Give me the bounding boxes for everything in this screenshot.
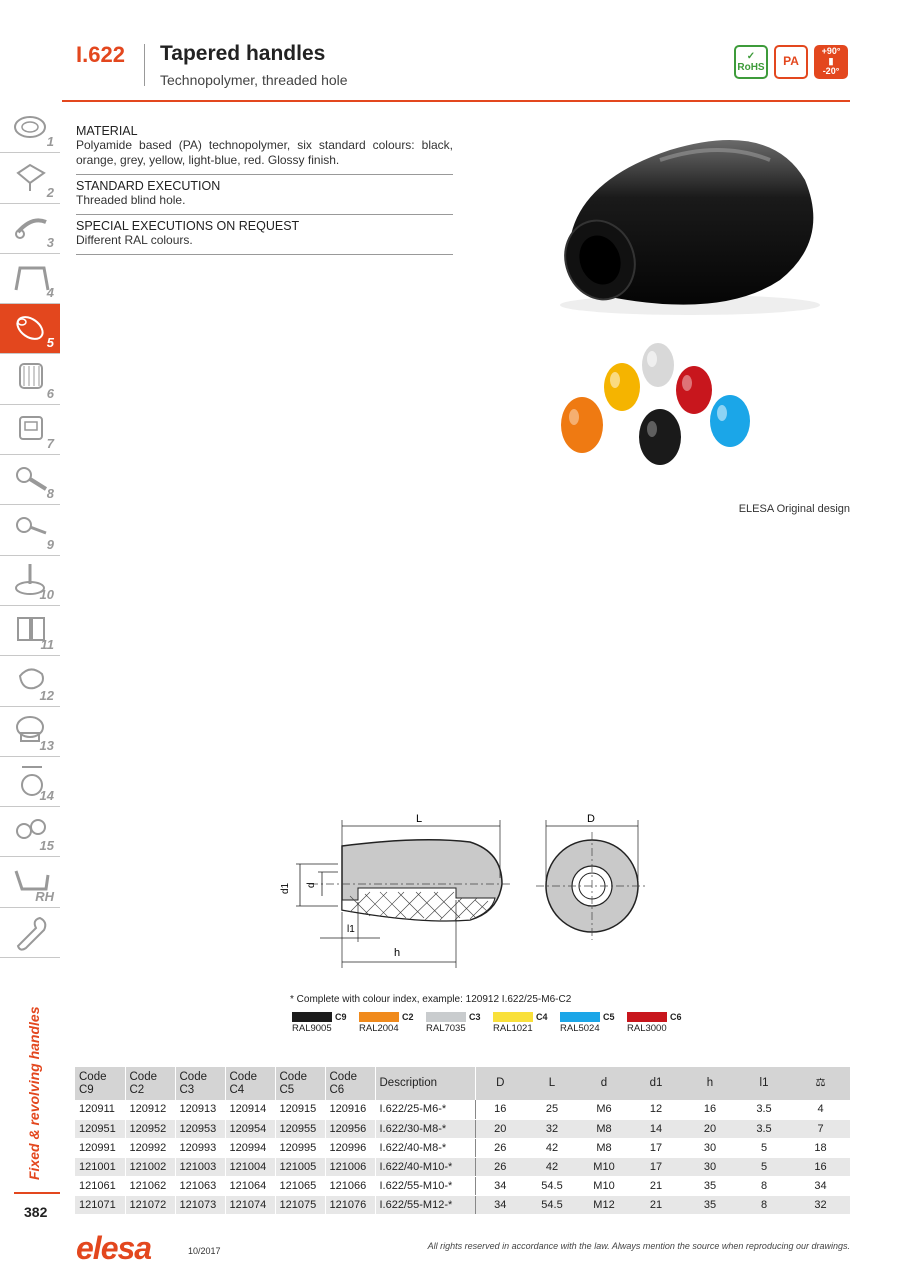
table-cell: 7 [791,1119,850,1138]
table-cell: 121064 [225,1176,275,1195]
table-cell: I.622/40-M8-* [375,1138,475,1157]
table-cell: 42 [525,1157,579,1176]
colour-note: * Complete with colour index, example: 120912 I.622/25-M6-C2 [290,994,572,1005]
col-l1: l1 [737,1067,791,1100]
section-material: MATERIAL Polyamide based (PA) technopolymer, six standard colours: black, orange, grey, yellow, light-blue, red. Glossy finish. [76,120,453,175]
table-cell: 8 [737,1176,791,1195]
tab-5[interactable]: 5 [0,304,60,354]
colour-swatches [292,1012,694,1034]
swatch-bar [359,1012,399,1022]
page-number: 382 [24,1204,48,1220]
table-cell: 4 [791,1100,850,1119]
table-row [75,1138,850,1157]
dim-label-D: D [587,813,595,825]
tab-3[interactable]: 3 [0,204,60,254]
swatch-c5: C5 RAL5024 [560,1012,615,1034]
page-subtitle: Technopolymer, threaded hole [160,72,348,88]
header-separator [144,44,145,86]
table-cell: 54.5 [525,1176,579,1195]
table-cell: 121072 [125,1195,175,1214]
tab-tools[interactable] [0,908,60,958]
table-cell: I.622/40-M10-* [375,1157,475,1176]
col-D: D [475,1067,525,1100]
scale-icon: ⚖ [815,1077,826,1089]
table-cell: 35 [683,1195,737,1214]
table-cell: 35 [683,1176,737,1195]
table-cell: M8 [579,1119,629,1138]
design-caption: ELESA Original design [738,503,850,515]
table-cell: 120991 [75,1138,125,1157]
table-header-row [75,1067,850,1100]
col-code-c2: Code C2 [125,1067,175,1100]
table-cell: 16 [475,1100,525,1119]
table-cell: M10 [579,1176,629,1195]
table-row [75,1100,850,1119]
col-L: L [525,1067,579,1100]
table-cell: 120916 [325,1100,375,1119]
tab-15[interactable]: 15 [0,807,60,857]
tab-14[interactable]: 14 [0,757,60,807]
table-cell: 120956 [325,1119,375,1138]
table-cell: 54.5 [525,1195,579,1214]
table-cell: 121062 [125,1176,175,1195]
swatch-bar [426,1012,466,1022]
dim-label-L: L [416,813,423,825]
table-cell: 121004 [225,1157,275,1176]
table-cell: I.622/25-M6-* [375,1100,475,1119]
col-code-c5: Code C5 [275,1067,325,1100]
table-row [75,1195,850,1214]
tab-6[interactable]: 6 [0,354,60,404]
swatch-bar [560,1012,600,1022]
table-cell: 120915 [275,1100,325,1119]
black-handle-photo [540,120,860,330]
col-d: d [579,1067,629,1100]
table-row [75,1119,850,1138]
col-code-c9: Code C9 [75,1067,125,1100]
table-cell: 5 [737,1138,791,1157]
table-cell: 3.5 [737,1119,791,1138]
table-cell: 8 [737,1195,791,1214]
technical-drawing [270,808,670,968]
table-cell: I.622/30-M8-* [375,1119,475,1138]
tab-9[interactable]: 9 [0,505,60,555]
page-title: Tapered handles [160,42,326,65]
dim-label-d: d [306,882,317,888]
swatch-bar [292,1012,332,1022]
table-cell: 120913 [175,1100,225,1119]
table-cell: 34 [475,1176,525,1195]
table-cell: 120953 [175,1119,225,1138]
table-cell: 34 [475,1195,525,1214]
table-cell: 120952 [125,1119,175,1138]
table-cell: 20 [475,1119,525,1138]
table-cell: 26 [475,1157,525,1176]
table-cell: 120914 [225,1100,275,1119]
table-cell: 30 [683,1138,737,1157]
col-code-c4: Code C4 [225,1067,275,1100]
description-sections [76,120,453,255]
table-cell: 17 [629,1157,683,1176]
swatch-bar [627,1012,667,1022]
table-cell: 3.5 [737,1100,791,1119]
table-cell: 121001 [75,1157,125,1176]
table-cell: 121005 [275,1157,325,1176]
table-cell: 121066 [325,1176,375,1195]
table-cell: M6 [579,1100,629,1119]
col-h: h [683,1067,737,1100]
table-cell: 120995 [275,1138,325,1157]
col-code-c6: Code C6 [325,1067,375,1100]
table-cell: 14 [629,1119,683,1138]
table-cell: 34 [791,1176,850,1195]
category-label: Fixed & revolving handles [26,1006,42,1180]
tab-rh[interactable]: RH [0,857,60,907]
coloured-handles-photo [552,335,762,475]
elesa-logo: elesa [76,1230,152,1266]
swatch-c3: C3 RAL7035 [426,1012,481,1034]
table-cell: 12 [629,1100,683,1119]
table-cell: 121006 [325,1157,375,1176]
table-cell: 121061 [75,1176,125,1195]
tab-2[interactable]: 2 [0,153,60,203]
dim-label-l1: l1 [347,924,355,935]
table-body [75,1100,850,1214]
pa-badge: PA [774,45,808,79]
table-cell: 21 [629,1176,683,1195]
table-cell: 42 [525,1138,579,1157]
swatch-c6: C6 RAL3000 [627,1012,682,1034]
section-special-executions: SPECIAL EXECUTIONS ON REQUEST Different RAL colours. [76,215,453,255]
col-weight [791,1067,850,1100]
product-table [75,1067,850,1215]
col-description: Description [375,1067,475,1100]
header-rule [62,100,850,102]
swatch-bar [493,1012,533,1022]
tab-4[interactable]: 4 [0,254,60,304]
tab-11[interactable]: 11 [0,606,60,656]
table-cell: 120993 [175,1138,225,1157]
swatch-c2: C2 RAL2004 [359,1012,414,1034]
copyright-notice: All rights reserved in accordance with the law. Always mention the source when reproducing our drawings. [427,1241,850,1251]
table-cell: 5 [737,1157,791,1176]
table-cell: M8 [579,1138,629,1157]
table-cell: 120912 [125,1100,175,1119]
category-tabs [0,103,60,958]
thermometer-icon: ▮ [828,56,834,67]
table-cell: 30 [683,1157,737,1176]
table-cell: 120911 [75,1100,125,1119]
table-cell: M12 [579,1195,629,1214]
table-cell: 121073 [175,1195,225,1214]
product-code: I.622 [76,42,125,67]
wrench-icon [12,914,52,954]
table-cell: 121065 [275,1176,325,1195]
tab-1[interactable]: 1 [0,103,60,153]
swatch-c4: C4 RAL1021 [493,1012,548,1034]
table-cell: 121075 [275,1195,325,1214]
table-cell: 120996 [325,1138,375,1157]
table-cell: 120994 [225,1138,275,1157]
table-cell: 121076 [325,1195,375,1214]
table-cell: 17 [629,1138,683,1157]
table-cell: M10 [579,1157,629,1176]
table-cell: 120992 [125,1138,175,1157]
tab-10[interactable]: 10 [0,556,60,606]
tab-7[interactable]: 7 [0,405,60,455]
table-cell: 120954 [225,1119,275,1138]
table-cell: 18 [791,1138,850,1157]
rohs-badge: ✓ RoHS [734,45,768,79]
table-cell: 121002 [125,1157,175,1176]
table-cell: I.622/55-M10-* [375,1176,475,1195]
tab-8[interactable]: 8 [0,455,60,505]
table-cell: 121003 [175,1157,225,1176]
table-cell: 120951 [75,1119,125,1138]
page-number-rule [14,1192,60,1194]
badges [734,45,848,79]
temperature-badge: +90° ▮ -20° [814,45,848,79]
table-cell: 21 [629,1195,683,1214]
table-row [75,1176,850,1195]
table-cell: 120955 [275,1119,325,1138]
table-row [75,1157,850,1176]
table-cell: 32 [791,1195,850,1214]
tab-12[interactable]: 12 [0,656,60,706]
table-cell: 25 [525,1100,579,1119]
table-cell: 121071 [75,1195,125,1214]
tab-13[interactable]: 13 [0,707,60,757]
table-cell: 32 [525,1119,579,1138]
table-cell: I.622/55-M12-* [375,1195,475,1214]
table-cell: 16 [683,1100,737,1119]
dim-label-d1: d1 [280,882,291,894]
section-standard-execution: STANDARD EXECUTION Threaded blind hole. [76,175,453,215]
table-cell: 121063 [175,1176,225,1195]
check-icon: ✓ [746,51,756,62]
swatch-c9: C9 RAL9005 [292,1012,347,1034]
col-code-c3: Code C3 [175,1067,225,1100]
col-d1: d1 [629,1067,683,1100]
table-cell: 26 [475,1138,525,1157]
table-cell: 121074 [225,1195,275,1214]
table-cell: 16 [791,1157,850,1176]
dim-label-h: h [394,947,401,959]
edition-date: 10/2017 [188,1246,221,1256]
table-cell: 20 [683,1119,737,1138]
